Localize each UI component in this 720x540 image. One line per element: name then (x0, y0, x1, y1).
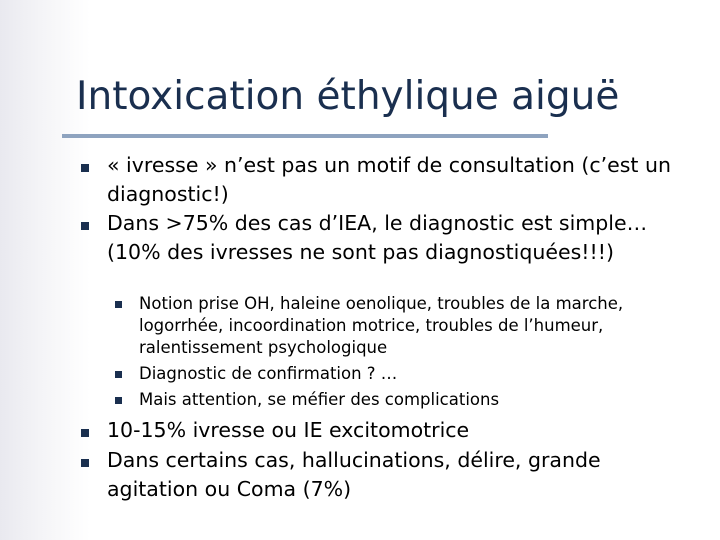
sub-bullet-text-3: Mais attention, se méfier des complications (139, 390, 500, 409)
bullet-text-2: Dans >75% des cas d’IEA, le diagnostic est simple… (10% des ivresses ne sont pas diagnostiquées!!!) (107, 211, 648, 264)
sub-bullet-marker (115, 397, 122, 404)
slide-title: Intoxication éthylique aiguë (76, 74, 620, 119)
title-underline (62, 134, 548, 138)
bullet-text-1: « ivresse » n’est pas un motif de consultation (c’est un diagnostic!) (107, 153, 671, 206)
bullet-text-4: Dans certains cas, hallucinations, délire, grande agitation ou Coma (7%) (107, 448, 601, 501)
sub-bullet-marker (115, 301, 122, 308)
bullet-marker (81, 222, 89, 230)
bullet-text-3: 10-15% ivresse ou IE excitomotrice (107, 418, 470, 442)
bullet-marker (81, 164, 89, 172)
bullet-marker (81, 459, 89, 467)
sub-bullet-marker (115, 371, 122, 378)
bullet-marker (81, 429, 89, 437)
sub-bullet-text-2: Diagnostic de confirmation ? … (139, 364, 398, 383)
sub-bullet-text-1: Notion prise OH, haleine oenolique, troubles de la marche, logorrhée, incoordination motrice, troubles de l’humeur, ralentissement psychologique (139, 294, 624, 357)
